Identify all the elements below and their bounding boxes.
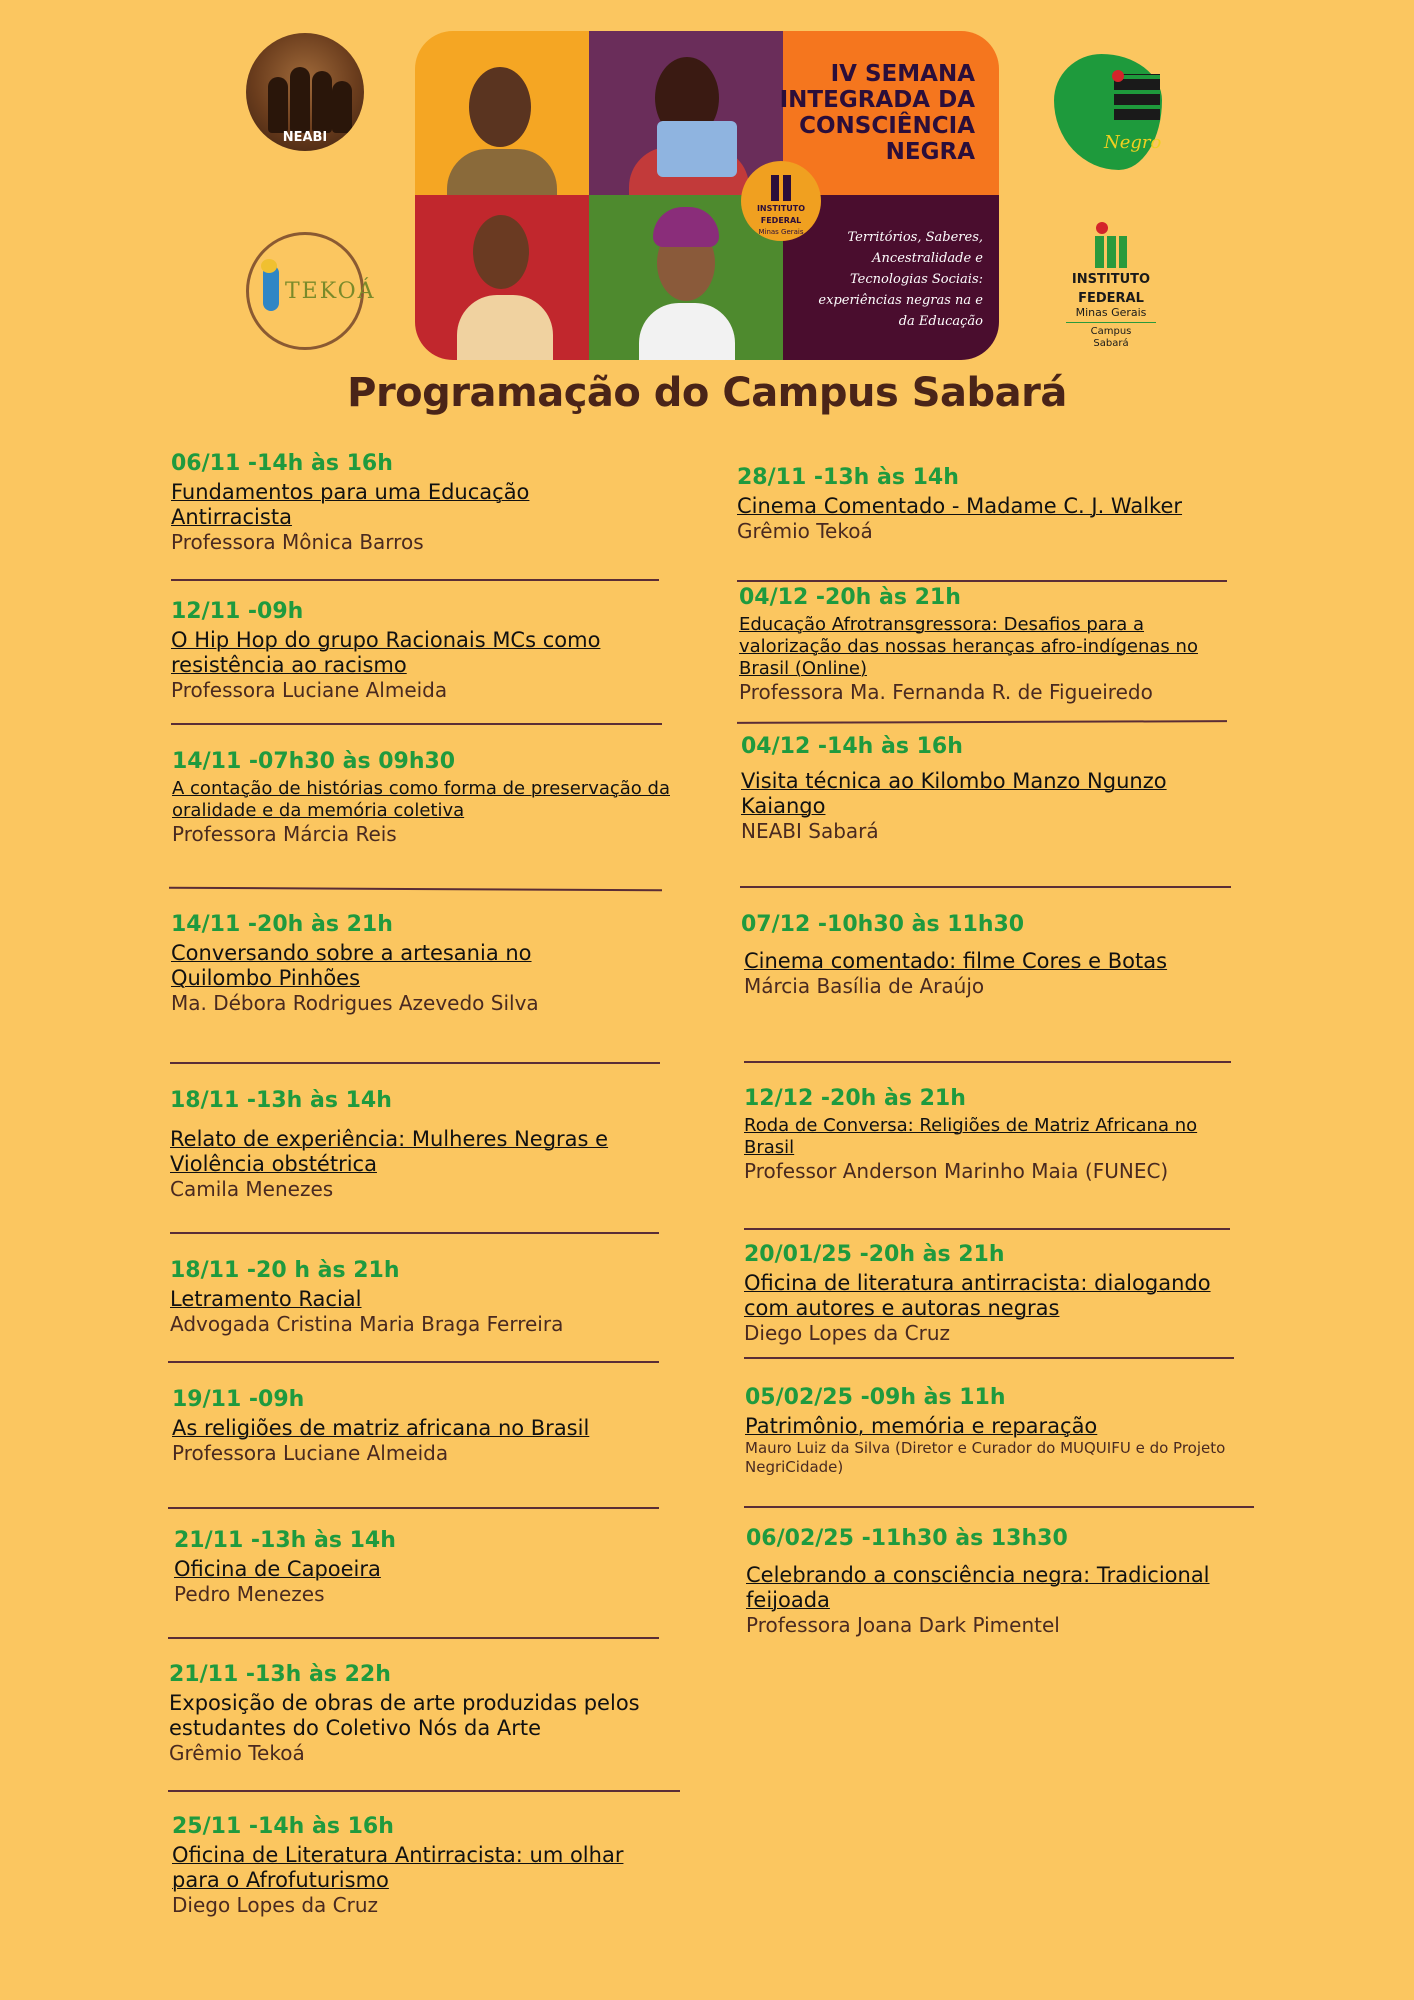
event-item	[171, 450, 691, 555]
separator	[744, 1061, 1231, 1063]
event-title: Oficina de Literatura Antirracista: um olhar para o Afrofuturismo	[172, 1843, 624, 1892]
separator	[170, 1232, 659, 1234]
event-title: As religiões de matriz africana no Brasil	[172, 1416, 590, 1440]
event-title: Cinema Comentado - Madame C. J. Walker	[737, 494, 1183, 518]
separator	[168, 1790, 680, 1792]
separator	[171, 579, 659, 581]
event-item	[171, 911, 691, 1016]
event-item	[744, 1085, 1264, 1184]
neabi-logo-text: NEABI	[282, 130, 328, 145]
event-presenter: Grêmio Tekoá	[737, 519, 873, 543]
page-title: Programação do Campus Sabará	[347, 370, 1067, 416]
event-presenter: Professora Márcia Reis	[172, 822, 397, 846]
event-title: Letramento Racial	[170, 1287, 362, 1311]
event-presenter: Professora Ma. Fernanda R. de Figueiredo	[739, 680, 1153, 704]
event-item	[174, 1527, 694, 1607]
event-presenter: Mauro Luiz da Silva (Diretor e Curador do MUQUIFU e do Projeto NegriCidade)	[745, 1439, 1226, 1476]
event-date: 20/01/25 -20h às 21h	[744, 1242, 1005, 1267]
event-presenter: Professora Luciane Almeida	[171, 678, 448, 702]
separator	[170, 1062, 660, 1064]
tekoa-logo-text: TEKOÁ	[285, 279, 376, 304]
event-date: 25/11 -14h às 16h	[172, 1814, 394, 1839]
event-item	[746, 1525, 1266, 1638]
event-presenter: Professora Joana Dark Pimentel	[746, 1613, 1060, 1637]
event-item	[170, 1257, 690, 1337]
event-item	[744, 1241, 1264, 1346]
neabi-logo	[246, 33, 364, 151]
event-date: 14/11 -20h às 21h	[171, 912, 393, 937]
event-date: 12/12 -20h às 21h	[744, 1086, 966, 1111]
event-date: 04/12 -14h às 16h	[741, 734, 963, 759]
event-presenter: NEABI Sabará	[741, 819, 879, 843]
event-item	[172, 748, 692, 847]
event-title: Exposição de obras de arte produzidas pelos estudantes do Coletivo Nós da Arte	[169, 1691, 640, 1740]
event-title: Celebrando a consciência negra: Tradicional feijoada	[746, 1563, 1210, 1612]
banner-title: IV SEMANA INTEGRADA DA CONSCIÊNCIA NEGRA	[779, 61, 975, 165]
event-presenter: Camila Menezes	[170, 1177, 334, 1201]
event-presenter: Professor Anderson Marinho Maia (FUNEC)	[744, 1159, 1169, 1183]
if-badge-logo: INSTITUTO FEDERAL Minas Gerais	[741, 161, 821, 241]
event-item	[741, 911, 1261, 999]
event-presenter: Diego Lopes da Cruz	[172, 1893, 379, 1917]
instituto-federal-logo: INSTITUTO FEDERAL Minas Gerais Campus Sabará	[1066, 222, 1156, 350]
event-title: Educação Afrotransgressora: Desafios para a valorização das nossas heranças afro-indígenas no Brasil (Online)	[739, 614, 1198, 679]
event-presenter: Pedro Menezes	[174, 1582, 325, 1606]
event-date: 21/11 -13h às 22h	[169, 1662, 391, 1687]
event-date: 18/11 -13h às 14h	[170, 1088, 392, 1113]
event-presenter: Ma. Débora Rodrigues Azevedo Silva	[171, 991, 539, 1015]
event-presenter: Professora Mônica Barros	[171, 530, 424, 554]
separator	[737, 580, 1227, 582]
event-date: 04/12 -20h às 21h	[739, 585, 961, 610]
separator	[737, 720, 1227, 724]
event-item	[171, 598, 691, 703]
event-date: 21/11 -13h às 14h	[174, 1528, 396, 1553]
event-title: Roda de Conversa: Religiões de Matriz Africana no Brasil	[744, 1115, 1198, 1158]
event-item	[172, 1386, 692, 1466]
brazil-logo-text: Negro	[1104, 132, 1162, 153]
event-banner	[415, 31, 999, 360]
separator	[740, 886, 1231, 888]
event-title: A contação de histórias como forma de preservação da oralidade e da memória coletiva	[172, 778, 670, 821]
separator	[168, 1637, 659, 1639]
event-date: 06/11 -14h às 16h	[171, 451, 393, 476]
event-title: Relato de experiência: Mulheres Negras e Violência obstétrica	[170, 1127, 609, 1176]
event-title: O Hip Hop do grupo Racionais MCs como resistência ao racismo	[171, 628, 601, 677]
tekoa-logo	[246, 232, 376, 350]
banner-subtitle: Territórios, Saberes, Ancestralidade e Tecnologias Sociais: experiências negras na e da Educação	[818, 230, 983, 329]
event-date: 07/12 -10h30 às 11h30	[741, 912, 1025, 937]
separator	[171, 723, 662, 725]
event-item	[172, 1813, 692, 1918]
separator	[744, 1506, 1254, 1508]
event-date: 19/11 -09h	[172, 1387, 305, 1412]
event-date: 12/11 -09h	[171, 599, 304, 624]
event-date: 14/11 -07h30 às 09h30	[172, 749, 456, 774]
event-title: Visita técnica ao Kilombo Manzo Ngunzo Kaiango	[741, 769, 1167, 818]
event-presenter: Márcia Basília de Araújo	[744, 974, 985, 998]
event-presenter: Professora Luciane Almeida	[172, 1441, 449, 1465]
event-title: Fundamentos para uma Educação Antirracista	[171, 480, 530, 529]
separator	[744, 1228, 1230, 1230]
event-presenter: Advogada Cristina Maria Braga Ferreira	[170, 1312, 564, 1336]
event-title: Patrimônio, memória e reparação	[745, 1414, 1098, 1438]
event-presenter: Diego Lopes da Cruz	[744, 1321, 951, 1345]
separator	[168, 1507, 659, 1509]
separator	[168, 1361, 659, 1363]
event-item	[737, 464, 1257, 544]
separator	[169, 887, 662, 892]
event-title: Conversando sobre a artesania no Quilombo Pinhões	[171, 941, 532, 990]
event-presenter: Grêmio Tekoá	[169, 1741, 305, 1765]
event-date: 28/11 -13h às 14h	[737, 465, 959, 490]
event-title: Cinema comentado: filme Cores e Botas	[744, 949, 1168, 973]
event-item	[170, 1087, 690, 1202]
event-date: 06/02/25 -11h30 às 13h30	[746, 1526, 1068, 1551]
event-date: 05/02/25 -09h às 11h	[745, 1385, 1006, 1410]
event-item	[169, 1661, 689, 1766]
event-title: Oficina de literatura antirracista: dialogando com autores e autoras negras	[744, 1271, 1211, 1320]
event-item	[739, 584, 1259, 705]
event-item	[741, 733, 1261, 844]
event-date: 18/11 -20 h às 21h	[170, 1258, 400, 1283]
brazil-map-logo	[1048, 50, 1176, 175]
separator	[744, 1357, 1234, 1359]
event-item	[745, 1384, 1265, 1477]
event-title: Oficina de Capoeira	[174, 1557, 381, 1581]
